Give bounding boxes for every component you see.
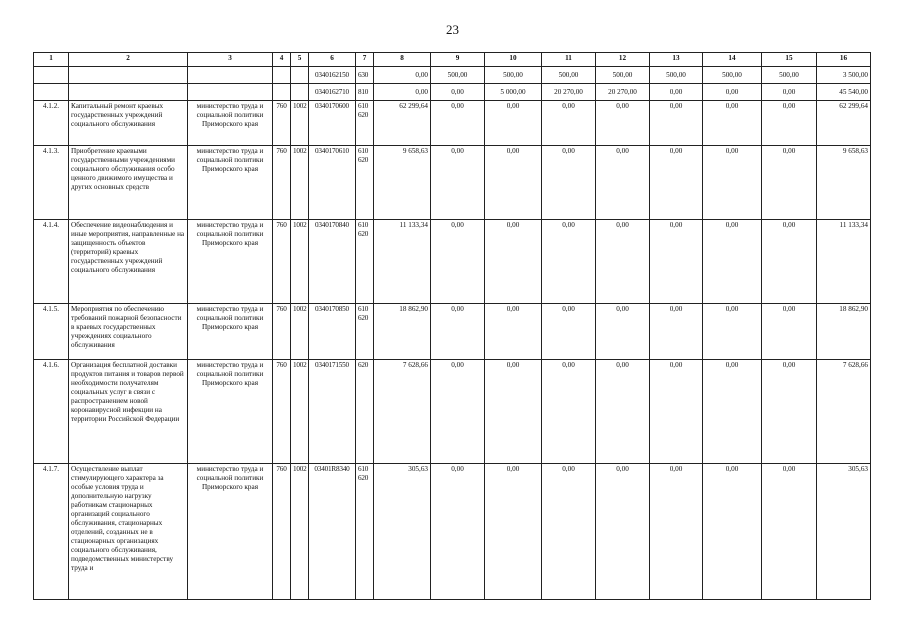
- amount-total-cell: 62 299,64: [817, 101, 871, 146]
- amount-2026-cell: 0,00: [703, 220, 762, 304]
- amount-2027-cell: 0,00: [762, 101, 817, 146]
- header-cell-1: 1: [34, 53, 69, 67]
- target-code-cell: 0340170600: [309, 101, 356, 146]
- amount-2023-cell: 0,00: [542, 360, 596, 464]
- target-code-cell: 0340170610: [309, 146, 356, 220]
- amount-2020-cell: 18 862,90: [374, 304, 431, 360]
- amount-2021-cell: 0,00: [431, 220, 485, 304]
- item-number-cell: 4.1.3.: [34, 146, 69, 220]
- event-name-cell: Осуществление выплат стимулирующего характера за особые условия труда и дополнительную нагрузку работникам стационарных организаций социального обслуживания, стационарных отделений, созданных не в стационарных организациях социального обслуживания, подведомственных министерству труда и: [69, 464, 188, 600]
- table-row: [34, 101, 871, 146]
- amount-2021-cell: 0,00: [431, 464, 485, 600]
- header-cell-11: 11: [542, 53, 596, 67]
- event-name-cell: Приобретение краевыми государственными учреждениями социального обслуживания особо ценного движимого имущества и других основных средств: [69, 146, 188, 220]
- amount-2027-cell: 0,00: [762, 146, 817, 220]
- amount-2023-cell: 0,00: [542, 146, 596, 220]
- header-cell-13: 13: [650, 53, 703, 67]
- amount-2026-cell: 0,00: [703, 146, 762, 220]
- target-code-cell: 0340170850: [309, 304, 356, 360]
- amount-2024-cell: 0,00: [596, 464, 650, 600]
- event-name-cell: [69, 67, 188, 84]
- section-code-cell: [291, 84, 309, 101]
- amount-2020-cell: 11 133,34: [374, 220, 431, 304]
- amount-2025-cell: 500,00: [650, 67, 703, 84]
- event-name-cell: [69, 84, 188, 101]
- item-number-cell: 4.1.4.: [34, 220, 69, 304]
- amount-2023-cell: 0,00: [542, 464, 596, 600]
- header-cell-4: 4: [273, 53, 291, 67]
- page-number: 23: [446, 22, 459, 37]
- header-cell-14: 14: [703, 53, 762, 67]
- amount-2021-cell: 0,00: [431, 304, 485, 360]
- amount-2022-cell: 0,00: [485, 220, 542, 304]
- amount-2027-cell: 0,00: [762, 360, 817, 464]
- item-number-cell: [34, 84, 69, 101]
- amount-total-cell: 305,63: [817, 464, 871, 600]
- amount-2022-cell: 0,00: [485, 360, 542, 464]
- amount-2026-cell: 0,00: [703, 304, 762, 360]
- executor-cell: министерство труда и социальной политики Приморского края: [188, 360, 273, 464]
- amount-2020-cell: 9 658,63: [374, 146, 431, 220]
- section-code-cell: 1002: [291, 220, 309, 304]
- event-name-cell: Мероприятия по обеспечению требований пожарной безопасности в краевых государственных учреждениях социального обслуживания: [69, 304, 188, 360]
- amount-2023-cell: 0,00: [542, 220, 596, 304]
- header-cell-5: 5: [291, 53, 309, 67]
- amount-2026-cell: 0,00: [703, 360, 762, 464]
- header-cell-3: 3: [188, 53, 273, 67]
- amount-2022-cell: 0,00: [485, 464, 542, 600]
- item-number-cell: [34, 67, 69, 84]
- amount-total-cell: 3 500,00: [817, 67, 871, 84]
- item-number-cell: 4.1.5.: [34, 304, 69, 360]
- amount-2025-cell: 0,00: [650, 304, 703, 360]
- section-code-cell: 1002: [291, 360, 309, 464]
- grbs-code-cell: 760: [273, 360, 291, 464]
- event-name-cell: Обеспечение видеонаблюдения и иные мероприятия, направленные на защищенность объектов (территорий) краевых государственных учреждений социального обслуживания: [69, 220, 188, 304]
- amount-2026-cell: 0,00: [703, 84, 762, 101]
- amount-2022-cell: 0,00: [485, 101, 542, 146]
- header-cell-9: 9: [431, 53, 485, 67]
- amount-2021-cell: 0,00: [431, 360, 485, 464]
- amount-2027-cell: 0,00: [762, 304, 817, 360]
- amount-2024-cell: 0,00: [596, 360, 650, 464]
- amount-2020-cell: 62 299,64: [374, 101, 431, 146]
- grbs-code-cell: [273, 84, 291, 101]
- header-cell-10: 10: [485, 53, 542, 67]
- amount-2020-cell: 7 628,66: [374, 360, 431, 464]
- item-number-cell: 4.1.6.: [34, 360, 69, 464]
- amount-total-cell: 45 540,00: [817, 84, 871, 101]
- event-name-cell: Организация бесплатной доставки продуктов питания и товаров первой необходимости получателям социальных услуг в связи с распространением новой коронавирусной инфекции на территории Российской Федерации: [69, 360, 188, 464]
- executor-cell: [188, 67, 273, 84]
- table-row: [34, 84, 871, 101]
- header-cell-8: 8: [374, 53, 431, 67]
- amount-total-cell: 7 628,66: [817, 360, 871, 464]
- grbs-code-cell: [273, 67, 291, 84]
- amount-2027-cell: 0,00: [762, 464, 817, 600]
- expense-type-cell: 610 620: [356, 220, 374, 304]
- amount-2027-cell: 500,00: [762, 67, 817, 84]
- target-code-cell: 0340171550: [309, 360, 356, 464]
- grbs-code-cell: 760: [273, 101, 291, 146]
- amount-2025-cell: 0,00: [650, 146, 703, 220]
- amount-2027-cell: 0,00: [762, 220, 817, 304]
- header-cell-15: 15: [762, 53, 817, 67]
- section-code-cell: 1002: [291, 101, 309, 146]
- amount-2022-cell: 0,00: [485, 304, 542, 360]
- amount-2020-cell: 305,63: [374, 464, 431, 600]
- header-cell-12: 12: [596, 53, 650, 67]
- amount-2020-cell: 0,00: [374, 84, 431, 101]
- amount-2022-cell: 500,00: [485, 67, 542, 84]
- expense-type-cell: 630: [356, 67, 374, 84]
- grbs-code-cell: 760: [273, 146, 291, 220]
- header-cell-16: 16: [817, 53, 871, 67]
- executor-cell: министерство труда и социальной политики Приморского края: [188, 146, 273, 220]
- amount-2022-cell: 0,00: [485, 146, 542, 220]
- header-cell-7: 7: [356, 53, 374, 67]
- amount-2025-cell: 0,00: [650, 84, 703, 101]
- amount-2023-cell: 500,00: [542, 67, 596, 84]
- amount-2025-cell: 0,00: [650, 360, 703, 464]
- target-code-cell: 0340170840: [309, 220, 356, 304]
- amount-2023-cell: 0,00: [542, 101, 596, 146]
- amount-2024-cell: 20 270,00: [596, 84, 650, 101]
- amount-2026-cell: 0,00: [703, 101, 762, 146]
- amount-2026-cell: 500,00: [703, 67, 762, 84]
- section-code-cell: 1002: [291, 146, 309, 220]
- amount-2026-cell: 0,00: [703, 464, 762, 600]
- expense-type-cell: 610 620: [356, 304, 374, 360]
- executor-cell: министерство труда и социальной политики Приморского края: [188, 304, 273, 360]
- grbs-code-cell: 760: [273, 220, 291, 304]
- event-name-cell: Капитальный ремонт краевых государственных учреждений социального обслуживания: [69, 101, 188, 146]
- table-row: [34, 67, 871, 84]
- amount-2021-cell: 0,00: [431, 101, 485, 146]
- expense-type-cell: 610 620: [356, 101, 374, 146]
- header-cell-2: 2: [69, 53, 188, 67]
- budget-table: [33, 52, 871, 600]
- section-code-cell: [291, 67, 309, 84]
- amount-2025-cell: 0,00: [650, 220, 703, 304]
- amount-2023-cell: 0,00: [542, 304, 596, 360]
- table-row: [34, 146, 871, 220]
- amount-2022-cell: 5 000,00: [485, 84, 542, 101]
- amount-2025-cell: 0,00: [650, 101, 703, 146]
- amount-2023-cell: 20 270,00: [542, 84, 596, 101]
- executor-cell: [188, 84, 273, 101]
- amount-2021-cell: 0,00: [431, 146, 485, 220]
- amount-total-cell: 11 133,34: [817, 220, 871, 304]
- amount-2021-cell: 0,00: [431, 84, 485, 101]
- section-code-cell: 1002: [291, 464, 309, 600]
- expense-type-cell: 810: [356, 84, 374, 101]
- grbs-code-cell: 760: [273, 304, 291, 360]
- header-cell-6: 6: [309, 53, 356, 67]
- executor-cell: министерство труда и социальной политики Приморского края: [188, 464, 273, 600]
- table-row: [34, 464, 871, 600]
- executor-cell: министерство труда и социальной политики Приморского края: [188, 101, 273, 146]
- target-code-cell: 0340162150: [309, 67, 356, 84]
- amount-2020-cell: 0,00: [374, 67, 431, 84]
- amount-2021-cell: 500,00: [431, 67, 485, 84]
- amount-2024-cell: 0,00: [596, 220, 650, 304]
- expense-type-cell: 610 620: [356, 464, 374, 600]
- table-row: [34, 304, 871, 360]
- item-number-cell: 4.1.2.: [34, 101, 69, 146]
- amount-total-cell: 18 862,90: [817, 304, 871, 360]
- section-code-cell: 1002: [291, 304, 309, 360]
- grbs-code-cell: 760: [273, 464, 291, 600]
- table-row: [34, 360, 871, 464]
- item-number-cell: 4.1.7.: [34, 464, 69, 600]
- table-row: [34, 220, 871, 304]
- target-code-cell: 0340162710: [309, 84, 356, 101]
- amount-2024-cell: 0,00: [596, 304, 650, 360]
- table-header-row: [34, 53, 871, 67]
- executor-cell: министерство труда и социальной политики Приморского края: [188, 220, 273, 304]
- amount-2027-cell: 0,00: [762, 84, 817, 101]
- amount-2024-cell: 500,00: [596, 67, 650, 84]
- amount-total-cell: 9 658,63: [817, 146, 871, 220]
- amount-2024-cell: 0,00: [596, 101, 650, 146]
- expense-type-cell: 620: [356, 360, 374, 464]
- amount-2024-cell: 0,00: [596, 146, 650, 220]
- target-code-cell: 03401R8340: [309, 464, 356, 600]
- expense-type-cell: 610 620: [356, 146, 374, 220]
- amount-2025-cell: 0,00: [650, 464, 703, 600]
